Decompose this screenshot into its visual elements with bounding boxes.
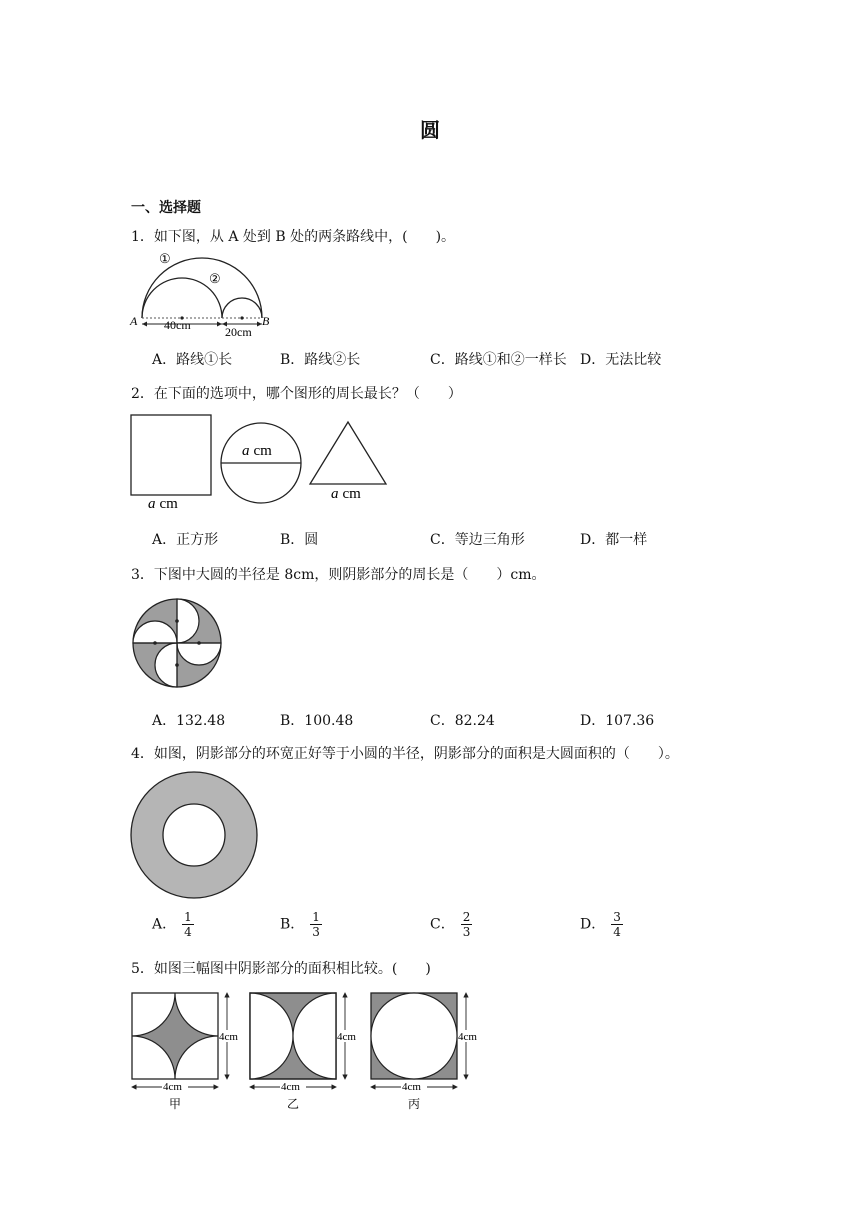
yi-height-label: 4cm — [337, 1031, 356, 1043]
fraction — [310, 910, 322, 939]
jia-height-label: 4cm — [219, 1031, 238, 1043]
q1-option-b[interactable]: B．路线②长 — [280, 352, 361, 368]
figure-yi — [250, 993, 361, 1111]
jia-width-label: 4cm — [163, 1081, 182, 1093]
numerator: 1 — [184, 910, 192, 924]
numerator: 2 — [462, 910, 471, 924]
triangle-side-unit: cm — [342, 486, 361, 502]
square-side-var: a — [148, 496, 156, 512]
question-1-figure — [128, 248, 278, 340]
q4-option-c-label: C． — [430, 916, 455, 933]
numerator: 1 — [312, 910, 320, 924]
jia-caption: 甲 — [169, 1097, 182, 1111]
q3-option-a[interactable]: A．132.48 — [152, 713, 226, 729]
fraction — [461, 910, 473, 939]
figure-jia — [132, 993, 243, 1111]
question-5-figure — [128, 986, 488, 1114]
q2-option-b[interactable]: B．圆 — [280, 532, 319, 548]
numerator: 3 — [613, 910, 621, 924]
svg-text:acm — [148, 496, 178, 512]
denominator: 4 — [613, 925, 621, 939]
q4-option-a-label: A． — [152, 916, 177, 933]
question-2-stem: 2．在下面的选项中，哪个图形的周长最长？（ ） — [131, 386, 462, 402]
figure-bing — [371, 993, 482, 1111]
fraction — [611, 910, 623, 939]
diameter-var: a — [242, 443, 250, 459]
q3-option-d[interactable]: D．107.36 — [580, 713, 655, 729]
route-1-label: ① — [159, 251, 171, 266]
q2-option-c[interactable]: C．等边三角形 — [430, 532, 525, 548]
svg-text:acm — [242, 443, 272, 459]
route-2-label: ② — [209, 271, 221, 286]
q1-option-d[interactable]: D．无法比较 — [580, 352, 662, 368]
page-title: 圆 — [420, 118, 440, 142]
bing-caption: 丙 — [408, 1097, 421, 1111]
length-40-label: 40cm — [164, 318, 191, 332]
question-3-stem: 3．下图中大圆的半径是 8cm，则阴影部分的周长是（ ）cm。 — [131, 567, 546, 583]
question-3-figure — [128, 596, 228, 692]
length-20-label: 20cm — [225, 325, 252, 339]
question-5-stem: 5．如图三幅图中阴影部分的面积相比较。( ) — [131, 961, 431, 977]
denominator: 3 — [462, 925, 471, 939]
svg-text:acm — [331, 486, 361, 502]
bing-width-label: 4cm — [402, 1081, 421, 1093]
section-heading: 一、选择题 — [131, 200, 201, 216]
q1-option-c[interactable]: C．路线①和②一样长 — [430, 352, 567, 368]
point-b-label: B — [262, 314, 270, 328]
diameter-unit: cm — [253, 443, 272, 459]
yi-caption: 乙 — [287, 1097, 300, 1111]
question-4-figure — [128, 770, 262, 902]
q2-option-d[interactable]: D．都一样 — [580, 532, 648, 548]
q2-option-a[interactable]: A．正方形 — [152, 532, 219, 548]
q1-option-a[interactable]: A．路线①长 — [152, 352, 233, 368]
yi-width-label: 4cm — [281, 1081, 300, 1093]
q4-option-c[interactable] — [430, 910, 472, 939]
bing-height-label: 4cm — [458, 1031, 477, 1043]
fraction — [182, 910, 194, 939]
square-side-unit: cm — [159, 496, 178, 512]
denominator: 3 — [312, 925, 320, 939]
q4-option-b[interactable] — [280, 910, 322, 939]
question-4-stem: 4．如图，阴影部分的环宽正好等于小圆的半径，阴影部分的面积是大圆面积的（ ）。 — [131, 746, 679, 762]
q4-option-b-label: B． — [280, 916, 305, 933]
q3-option-b[interactable]: B．100.48 — [280, 713, 354, 729]
q4-option-a[interactable] — [152, 910, 194, 939]
q4-option-d[interactable] — [580, 910, 623, 939]
point-a-label: A — [130, 314, 138, 328]
denominator: 4 — [184, 925, 192, 939]
q3-option-c[interactable]: C．82.24 — [430, 713, 495, 729]
question-2-figure — [128, 410, 393, 512]
q4-option-d-label: D． — [580, 916, 606, 933]
triangle-side-var: a — [331, 486, 339, 502]
question-1-stem: 1．如下图，从 A 处到 B 处的两条路线中，( )。 — [131, 229, 456, 245]
